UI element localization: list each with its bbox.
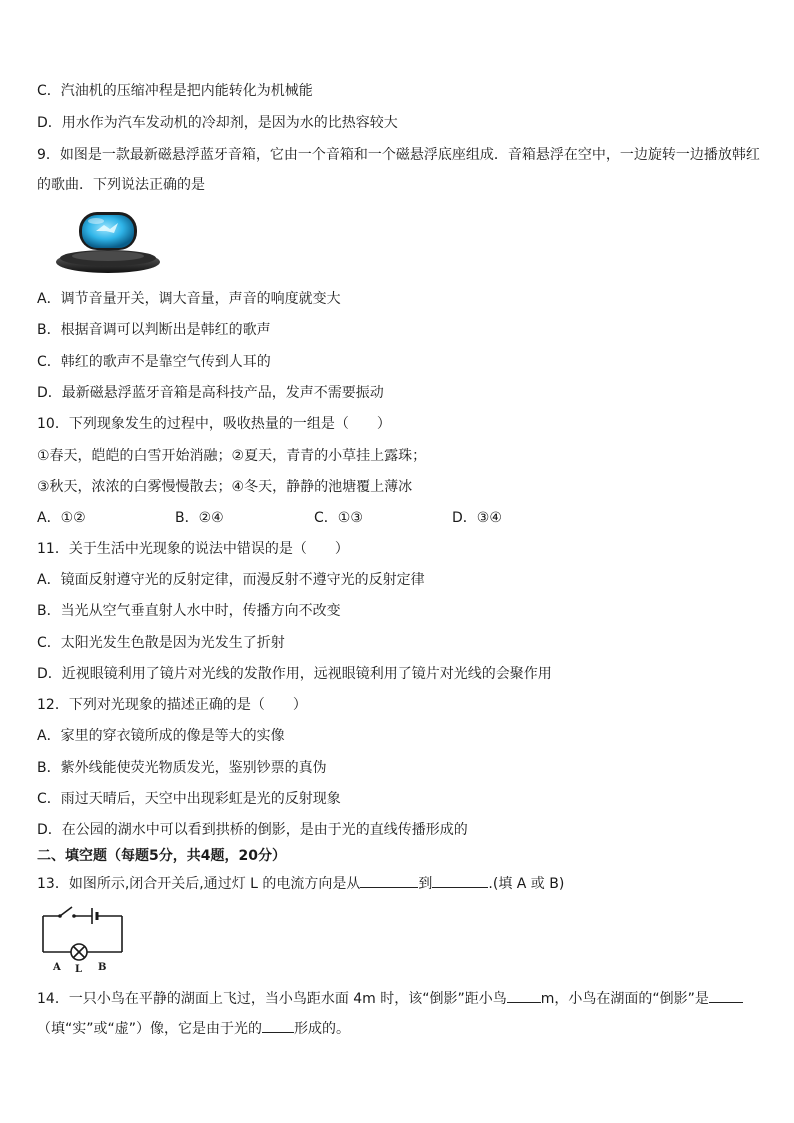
q14-stem-line2 <box>37 1017 350 1039</box>
q12-option-d: D．在公园的湖水中可以看到拱桥的倒影，是由于光的直线传播形成的 <box>37 822 468 838</box>
q13-text-1: 13．如图所示,闭合开关后,通过灯 L 的电流方向是从 <box>37 876 361 892</box>
q9-option-d: D．最新磁悬浮蓝牙音箱是高科技产品，发声不需要振动 <box>37 385 384 401</box>
q14-stem-line1 <box>37 987 743 1009</box>
q13-text-3: .(填 A 或 B) <box>488 876 565 892</box>
circuit-diagram <box>36 900 130 974</box>
q14-text-4: 形成的。 <box>294 1021 351 1037</box>
q10-option-a: A．①② <box>37 510 86 526</box>
q13-blank-from[interactable] <box>360 872 418 888</box>
q8-option-d: D．用水作为汽车发动机的冷却剂，是因为水的比热容较大 <box>37 115 398 131</box>
q11-stem: 11．关于生活中光现象的说法中错误的是（ ） <box>37 541 349 557</box>
q14-blank-phenomenon[interactable] <box>262 1017 294 1033</box>
q10-stem: 10．下列现象发生的过程中，吸收热量的一组是（ ） <box>37 416 391 432</box>
q14-blank-distance[interactable] <box>507 987 541 1003</box>
q8-option-c: C．汽油机的压缩冲程是把内能转化为机械能 <box>37 83 313 99</box>
q14-text-3: （填“实”或“虚”）像，它是由于光的 <box>37 1021 263 1037</box>
q14-blank-image-type[interactable] <box>709 987 743 1003</box>
q10-options <box>37 508 557 528</box>
circuit-label-l: L <box>75 964 83 974</box>
q9-option-c: C．韩红的歌声不是靠空气传到人耳的 <box>37 354 271 370</box>
q10-phenomena-line2: ③秋天，浓浓的白雾慢慢散去；④冬天，静静的池塘覆上薄冰 <box>37 479 413 495</box>
q12-option-b: B．紫外线能使荧光物质发光，鉴别钞票的真伪 <box>37 760 327 776</box>
q13-text-2: 到 <box>418 876 433 892</box>
q9-stem-line2: 的歌曲．下列说法正确的是 <box>37 177 205 193</box>
q10-option-b: B．②④ <box>175 510 224 526</box>
q13-stem <box>37 872 564 894</box>
q11-option-a: A．镜面反射遵守光的反射定律，而漫反射不遵守光的反射定律 <box>37 572 425 588</box>
circuit-label-a: A <box>53 962 61 973</box>
q14-text-1: 14．一只小鸟在平静的湖面上飞过，当小鸟距水面 4m 时，该“倒影”距小鸟 <box>37 991 507 1007</box>
q13-blank-to[interactable] <box>432 872 488 888</box>
q9-stem-line1: 9．如图是一款最新磁悬浮蓝牙音箱，它由一个音箱和一个磁悬浮底座组成．音箱悬浮在空中，一边旋转一边播放韩红 <box>37 147 760 163</box>
q14-text-2: m，小鸟在湖面的“倒影”是 <box>540 991 709 1007</box>
q11-option-b: B．当光从空气垂直射人水中时，传播方向不改变 <box>37 603 341 619</box>
q12-stem: 12．下列对光现象的描述正确的是（ ） <box>37 697 307 713</box>
q9-option-b: B．根据音调可以判断出是韩红的歌声 <box>37 322 271 338</box>
q10-phenomena-line1: ①春天，皑皑的白雪开始消融；②夏天，青青的小草挂上露珠； <box>37 448 427 464</box>
circuit-label-b: B <box>98 962 107 973</box>
maglev-speaker-image <box>52 207 164 275</box>
q10-option-c: C．①③ <box>314 510 363 526</box>
q10-option-d: D．③④ <box>452 510 502 526</box>
q12-option-a: A．家里的穿衣镜所成的像是等大的实像 <box>37 728 285 744</box>
q12-option-c: C．雨过天晴后，天空中出现彩虹是光的反射现象 <box>37 791 341 807</box>
q11-option-d: D．近视眼镜利用了镜片对光线的发散作用，远视眼镜利用了镜片对光线的会聚作用 <box>37 666 552 682</box>
q9-option-a: A．调节音量开关，调大音量，声音的响度就变大 <box>37 291 341 307</box>
q11-option-c: C．太阳光发生色散是因为光发生了折射 <box>37 635 285 651</box>
section-heading-fill-in: 二、填空题（每题5分，共4题，20分） <box>37 848 286 864</box>
